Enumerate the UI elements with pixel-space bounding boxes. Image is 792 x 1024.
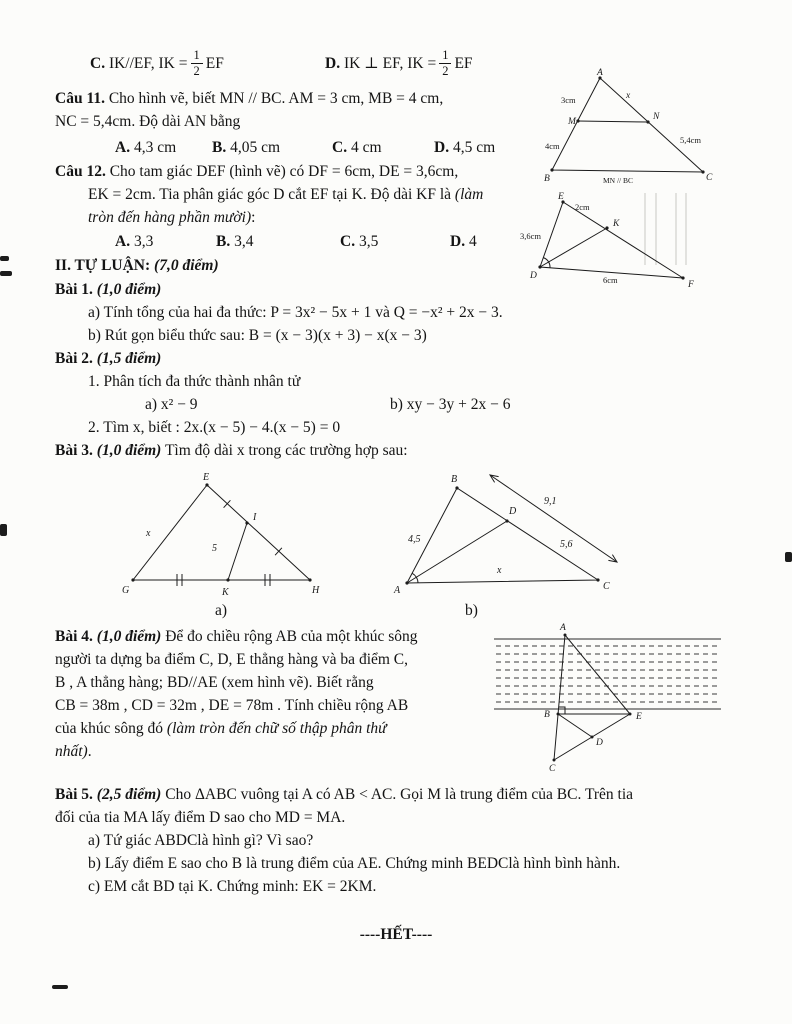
bai4-line4 [55,695,408,716]
label-k: K [222,587,229,598]
cau12-text3-italic: tròn đến hàng phần mười) [88,209,252,226]
option-letter: B. [216,233,231,250]
bai5-item-c [88,876,376,897]
option-letter: A. [115,139,131,156]
label-x: x [626,91,631,101]
prev-option-c-letter: C. [90,54,106,72]
point-c [701,170,704,173]
fraction-numerator: 1 [439,48,451,63]
bai1-heading [55,279,161,300]
label-a: A [560,623,566,633]
bai3-caption-b [465,600,478,621]
bai4-points: (1,0 điểm) [96,628,162,645]
prev-option-c-suffix: EF [205,54,224,72]
fraction-denominator: 2 [442,63,449,78]
label-a: A [597,68,603,78]
figure-bai4-river [488,618,738,780]
scan-artifact [0,256,9,261]
point-a [405,581,408,584]
option-text: 3,4 [234,233,254,250]
label-d: D [509,506,517,517]
label-c: C [706,173,713,183]
bai2-item1-text: 1. Phân tích đa thức thành nhân tử [88,373,301,390]
option-letter: C. [340,233,356,250]
option-text: 4 cm [350,139,382,156]
cau12-text1: Cho tam giác DEF (hình vẽ) có DF = 6cm, DE = 3,6cm, [109,163,459,180]
bai5-line2 [55,807,345,828]
segment-ik [228,523,247,580]
point-e [629,713,632,716]
scan-ruled-lines [645,193,686,265]
cau11-option-c [332,137,382,158]
point-m [576,119,579,122]
label-h: H [312,585,320,596]
label-x: x [497,565,502,576]
label-b: B [544,174,550,184]
label-c: C [549,764,556,774]
bai1-item-b-text: b) Rút gọn biểu thức sau: B = (x − 3)(x + 3) − x(x − 3) [88,327,427,344]
bisector-dk [540,228,607,267]
cau12-option-b [216,231,253,252]
label-g: G [122,585,130,596]
point-d [505,519,508,522]
section2-points: (7,0 điểm) [154,257,219,274]
bai3-heading [55,440,408,461]
cau12-label: Câu 12. [55,163,106,180]
point-k [226,578,229,581]
cau12-line2 [88,184,483,205]
option-letter: C. [332,139,348,156]
bai2-points: (1,5 điểm) [96,350,162,367]
point-c [553,759,556,762]
label-5: 5 [212,543,217,554]
bai4-text2: người ta dựng ba điểm C, D, E thẳng hàng và ba điểm C, [55,651,409,668]
label-2cm: 2cm [575,202,590,212]
triangle-bac [407,488,598,583]
prev-option-d [325,47,473,79]
scan-artifact [0,524,7,536]
caption-mn-parallel-bc: MN // BC [603,176,634,185]
angle-mark-a-2 [416,577,418,583]
point-g [131,578,134,581]
section2-heading [55,255,219,276]
bai1-label: Bài 1. [55,281,93,298]
point-b [557,713,560,716]
het-text: ----HẾT---- [359,926,433,943]
point-f [681,276,684,279]
cau11-text1: Cho hình vẽ, biết MN // BC. AM = 3 cm, MB = 4 cm, [108,90,444,107]
cau12-text3-end: : [251,209,256,226]
end-of-exam-marker [0,926,792,944]
label-e: E [203,472,210,483]
label-c: C [603,581,610,592]
prev-option-d-suffix: EF [454,54,473,72]
cau12-text2-italic: (làm [454,186,484,203]
label-x: x [146,528,151,539]
label-36cm: 3,6cm [520,231,542,241]
label-d: D [530,271,537,281]
bai2-item1a-text: a) x² − 9 [145,396,198,413]
prev-option-d-text: IK ⊥ EF, IK = [343,54,437,72]
label-b: B [544,710,550,720]
option-text: 4,3 cm [133,139,177,156]
angle-mark-d-1 [543,258,548,262]
label-b: B [451,474,458,485]
label-i: I [253,512,257,523]
scan-artifact [785,552,792,562]
bai1-points: (1,0 điểm) [96,281,162,298]
prev-option-d-letter: D. [325,54,341,72]
right-angle-mark-b [559,707,566,714]
bai4-label: Bài 4. [55,628,93,645]
label-a: A [394,585,401,596]
label-k: K [613,219,620,229]
cau11-line2 [55,111,240,132]
fraction-one-half [439,48,451,78]
dimension-arrow [490,475,617,562]
cau11-option-a [115,137,176,158]
point-i [245,521,248,524]
cau11-option-d [434,137,495,158]
bai2-item2 [88,417,340,438]
cau11-label: Câu 11. [55,90,105,107]
point-n [646,120,649,123]
cau12-text2: EK = 2cm. Tia phân giác góc D cắt EF tại K. Độ dài KF là [88,186,455,203]
figure-bai3b-triangle-abc [392,460,627,600]
point-e [205,483,208,486]
point-d [538,265,541,268]
bai5-item-a-text: a) Tứ giác ABDClà hình gì? Vì sao? [88,832,314,849]
bai2-item1a [145,394,198,415]
bai5-text1: Cho ΔABC vuông tại A có AB < AC. Gọi M là trung điểm của BC. Trên tia [165,786,634,803]
point-b [455,486,458,489]
bai5-text2: đối của tia MA lấy điểm D sao cho MD = MA. [55,809,346,826]
bai4-text5-italic: (làm tròn đến chữ số thập phân thứ [166,720,387,737]
bai4-text3: B , A thẳng hàng; BD//AE (xem hình vẽ). Biết rằng [55,674,374,691]
label-m: M [568,117,576,127]
segment-ad [407,521,507,583]
scan-artifact [0,271,12,276]
cau12-option-d [450,231,477,252]
bai4-text4: CB = 38m , CD = 32m , DE = 78m . Tính chiều rộng AB [55,697,409,714]
point-c [596,578,599,581]
fraction-numerator: 1 [191,48,203,63]
label-3cm: 3cm [561,95,576,105]
bai3-caption-a [215,600,227,621]
label-54cm: 5,4cm [680,135,702,145]
scan-artifact [52,985,68,989]
bai5-item-b [88,853,620,874]
bai4-text6-end: . [87,743,92,760]
bai5-item-c-text: c) EM cắt BD tại K. Chứng minh: EK = 2KM. [88,878,377,895]
label-e: E [558,192,564,202]
fraction-one-half [191,48,203,78]
label-6cm: 6cm [603,275,618,285]
bai5-line1 [55,784,633,805]
caption-b-text: b) [465,602,478,619]
angle-mark-d-2 [549,262,550,268]
segment-mn [578,121,648,122]
bai5-item-a [88,830,313,851]
bai5-item-b-text: b) Lấy điểm E sao cho B là trung điểm của AE. Chứng minh BEDClà hình bình hành. [88,855,621,872]
label-45: 4,5 [408,534,421,545]
bai4-line2 [55,649,408,670]
bai1-item-a-text: a) Tính tổng của hai đa thức: P = 3x² − 5x + 1 và Q = −x² + 2x − 3. [88,304,503,321]
label-91: 9,1 [544,496,557,507]
label-56: 5,6 [560,539,573,550]
angle-mark-a-1 [412,573,416,577]
figure-cau11-triangle [543,66,728,188]
cau12-line1 [55,161,458,182]
bai5-points: (2,5 điểm) [96,786,162,803]
cau11-text2: NC = 5,4cm. Độ dài AN bằng [55,113,241,130]
bai5-label: Bài 5. [55,786,93,803]
option-letter: A. [115,233,131,250]
point-a [564,634,567,637]
triangle-def [540,202,683,278]
point-k [605,226,608,229]
label-f: F [688,280,694,290]
label-n: N [653,112,660,122]
point-d [591,736,594,739]
option-letter: D. [434,139,450,156]
option-letter: D. [450,233,466,250]
label-e: E [636,712,642,722]
cau11-line1 [55,88,443,109]
option-text: 3,5 [358,233,379,250]
bai1-item-a [88,302,503,323]
bai4-text6-italic: nhất) [55,743,88,760]
bai3-text: Tìm độ dài x trong các trường hợp sau: [164,442,408,459]
bai4-line5 [55,718,387,739]
cau12-option-a [115,231,153,252]
cau12-line3 [88,207,255,228]
option-text: 4,05 cm [230,139,281,156]
label-d: D [596,738,603,748]
bai2-item1b-text: b) xy − 3y + 2x − 6 [390,396,511,413]
figure-bai3a-triangle-geh [118,468,333,600]
bai4-line1 [55,626,418,647]
bai4-line3 [55,672,374,693]
point-h [308,578,311,581]
cau12-option-c [340,231,378,252]
bai2-item1b [390,394,511,415]
bai2-label: Bài 2. [55,350,93,367]
bai2-item2-text: 2. Tìm x, biết : 2x.(x − 5) − 4.(x − 5) = 0 [88,419,341,436]
river-water-lines [496,646,719,702]
bai3-points: (1,0 điểm) [96,442,162,459]
line-b-d [558,714,592,737]
bai4-text5: của khúc sông đó [55,720,167,737]
figure-cau12-triangle-def [518,190,723,297]
triangle-geh [133,485,310,580]
point-b [550,168,553,171]
option-letter: B. [212,139,227,156]
section2-title: II. TỰ LUẬN: [55,257,151,274]
bai2-heading [55,348,161,369]
label-4cm: 4cm [545,141,560,151]
bai2-item1 [88,371,300,392]
option-text: 3,3 [133,233,154,250]
fraction-denominator: 2 [193,63,200,78]
bai4-line6 [55,741,92,762]
cau11-option-b [212,137,280,158]
option-text: 4,5 cm [452,139,496,156]
prev-option-c-text: IK//EF, IK = [108,54,188,72]
bai3-label: Bài 3. [55,442,93,459]
prev-option-c [90,47,224,79]
option-text: 4 [468,233,477,250]
caption-a-text: a) [215,602,228,619]
bai4-text1: Để đo chiều rộng AB của một khúc sông [165,628,418,645]
bai1-item-b [88,325,427,346]
